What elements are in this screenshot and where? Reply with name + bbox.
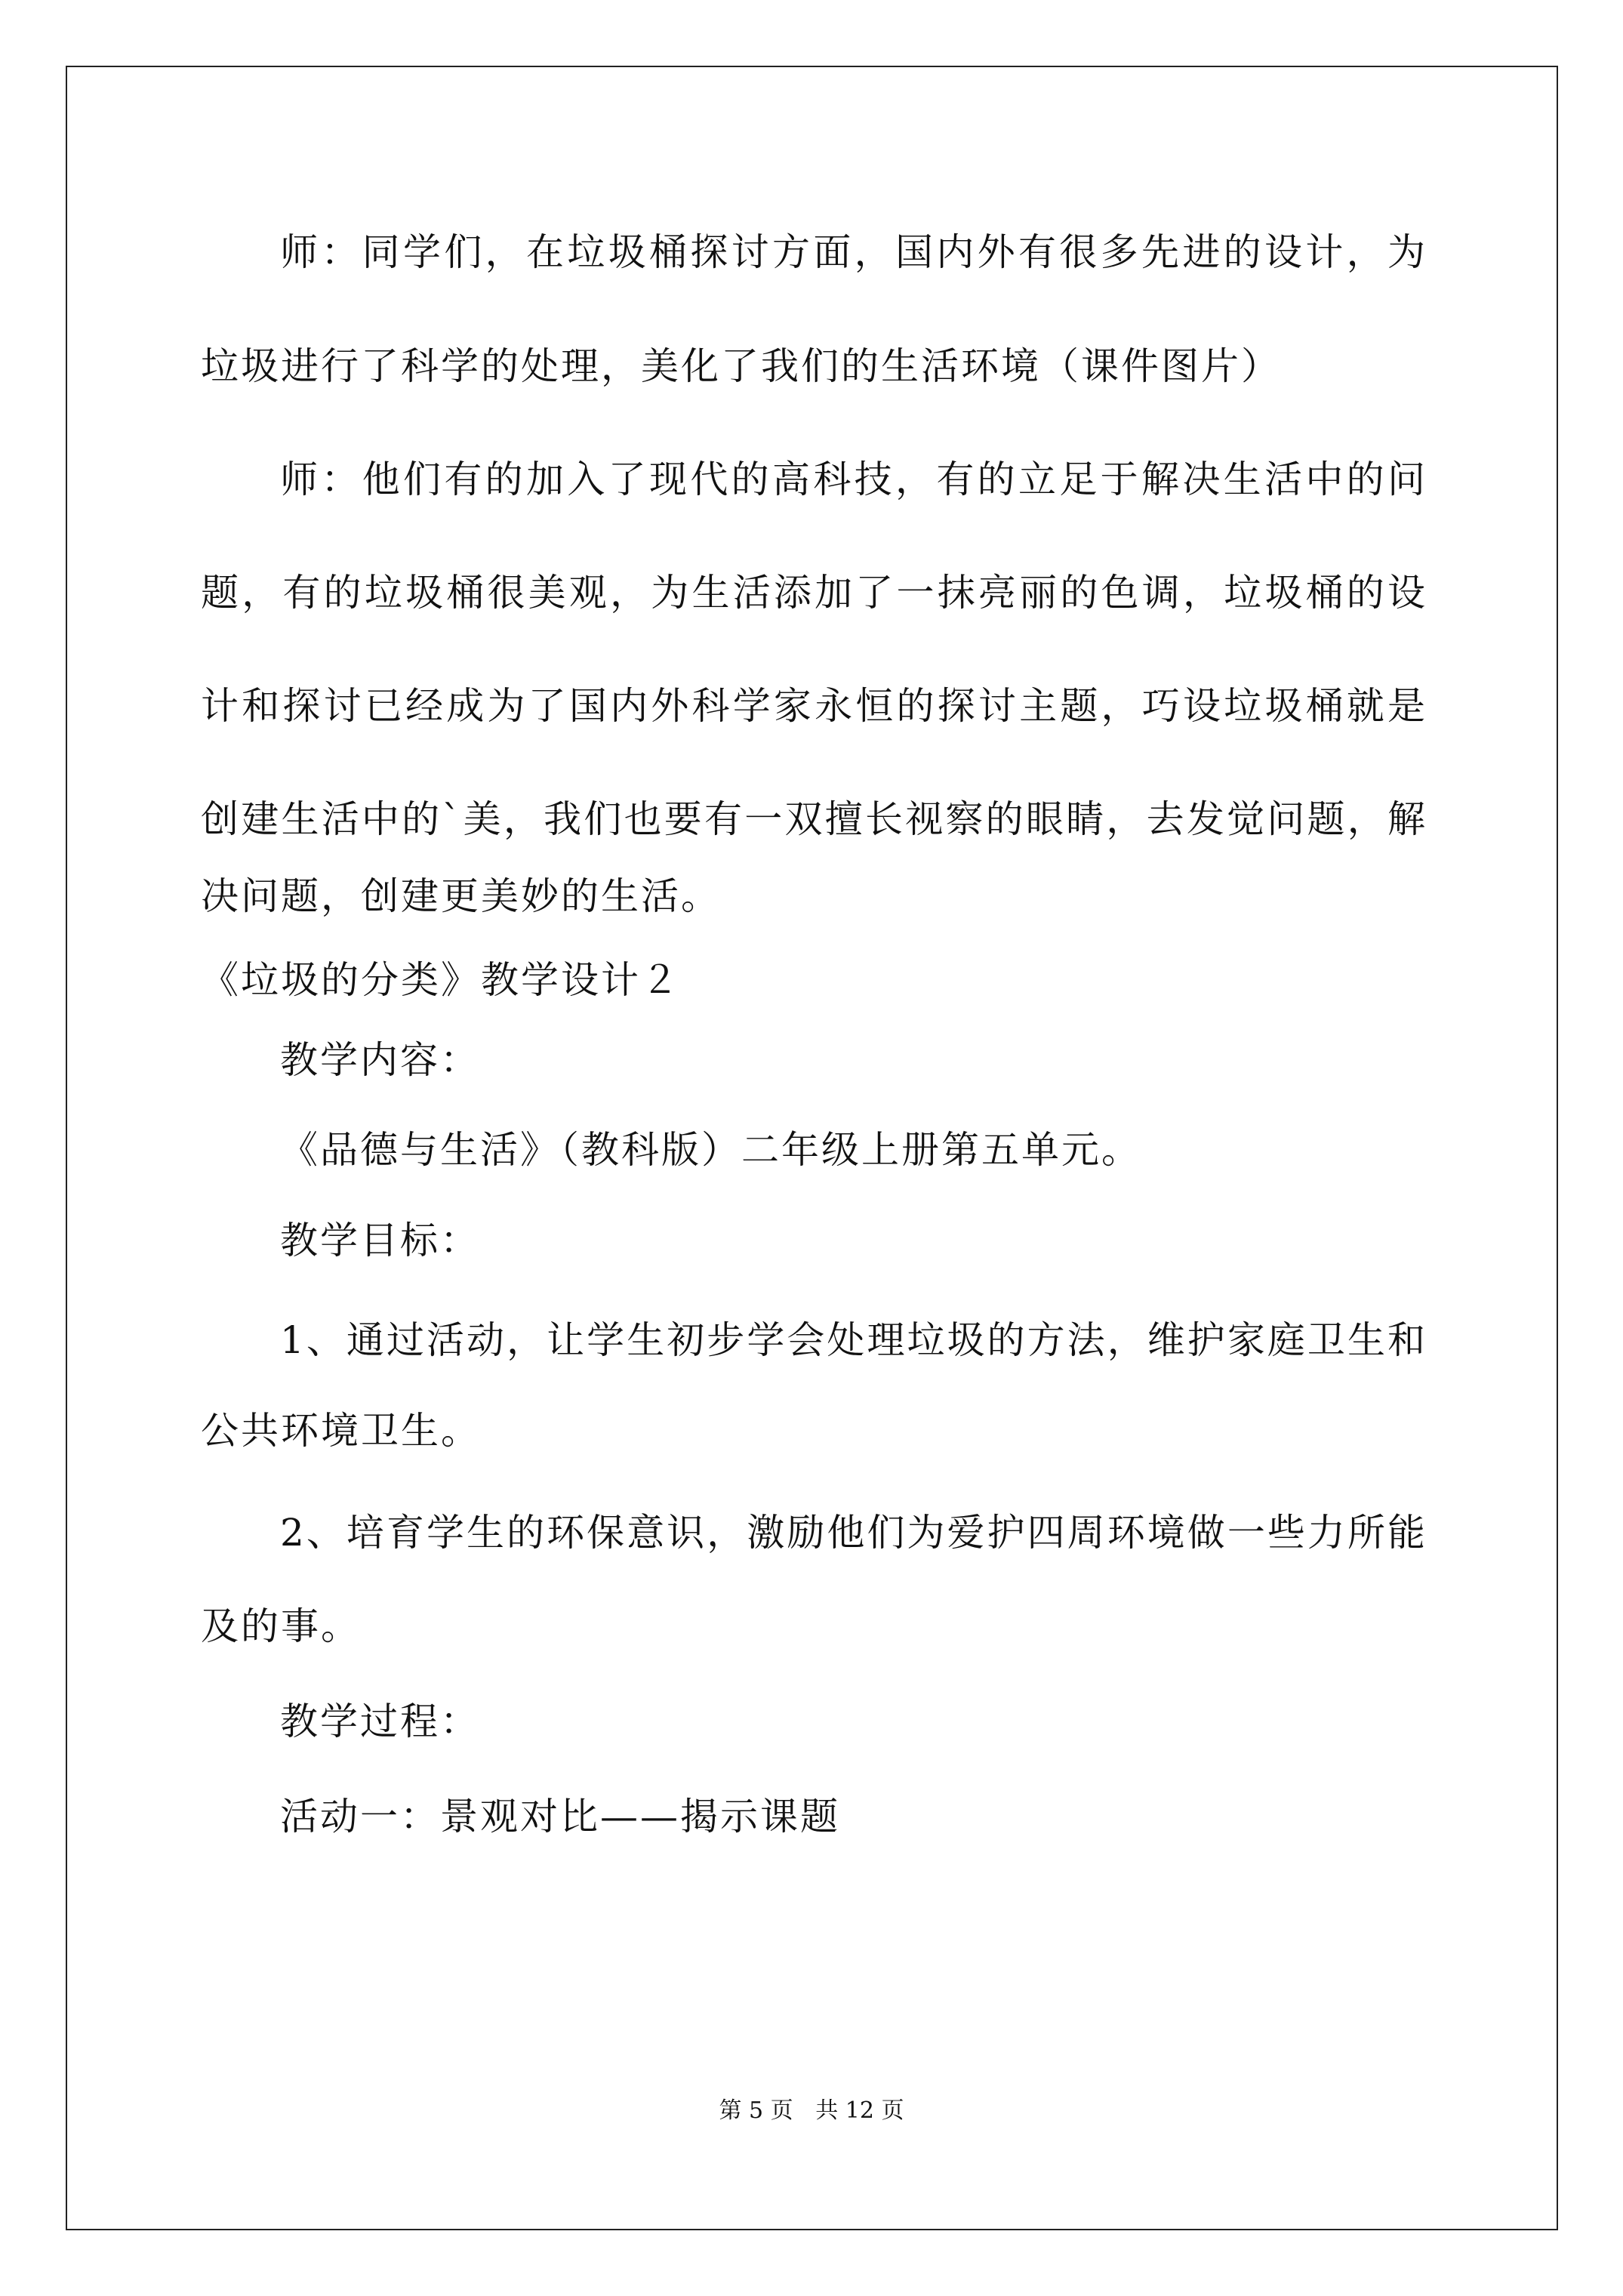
paragraph-line: 《品德与生活》（教科版）二年级上册第五单元。 <box>280 1128 1141 1172</box>
page-footer <box>0 2096 1623 2126</box>
paragraph-line: 及的事。 <box>201 1604 361 1648</box>
paragraph-line: 计和探讨已经成为了国内外科学家永恒的探讨主题，巧设垃圾桶就是 <box>201 684 1427 728</box>
paragraph-line: 决问题，创建更美妙的生活。 <box>201 874 721 918</box>
paragraph-line: 教学目标： <box>280 1219 480 1262</box>
paragraph-line: 教学内容： <box>280 1038 480 1082</box>
paragraph-line: 创建生活中的`美，我们也要有一双擅长视察的眼睛，去发觉问题，解 <box>201 797 1427 841</box>
paragraph-line: 1、通过活动，让学生初步学会处理垃圾的方法，维护家庭卫生和 <box>280 1318 1427 1362</box>
paragraph-line: 师：同学们，在垃圾桶探讨方面，国内外有很多先进的设计，为 <box>280 230 1427 274</box>
page-number-total: 共 12 页 <box>815 2097 904 2124</box>
paragraph-line: 2、培育学生的环保意识，激励他们为爱护四周环境做一些力所能 <box>280 1511 1427 1555</box>
paragraph-line: 题，有的垃圾桶很美观，为生活添加了一抹亮丽的色调，垃圾桶的设 <box>201 571 1427 615</box>
page-number-current: 第 5 页 <box>719 2097 793 2124</box>
paragraph-line: 公共环境卫生。 <box>201 1409 481 1453</box>
section-heading: 《垃圾的分类》教学设计２ <box>201 958 681 1002</box>
paragraph-line: 师：他们有的加入了现代的高科技，有的立足于解决生活中的问 <box>280 458 1427 501</box>
paragraph-line: 活动一：景观对比——揭示课题 <box>280 1795 840 1838</box>
paragraph-line: 垃圾进行了科学的处理，美化了我们的生活环境（课件图片） <box>201 344 1281 388</box>
paragraph-line: 教学过程： <box>280 1700 480 1743</box>
